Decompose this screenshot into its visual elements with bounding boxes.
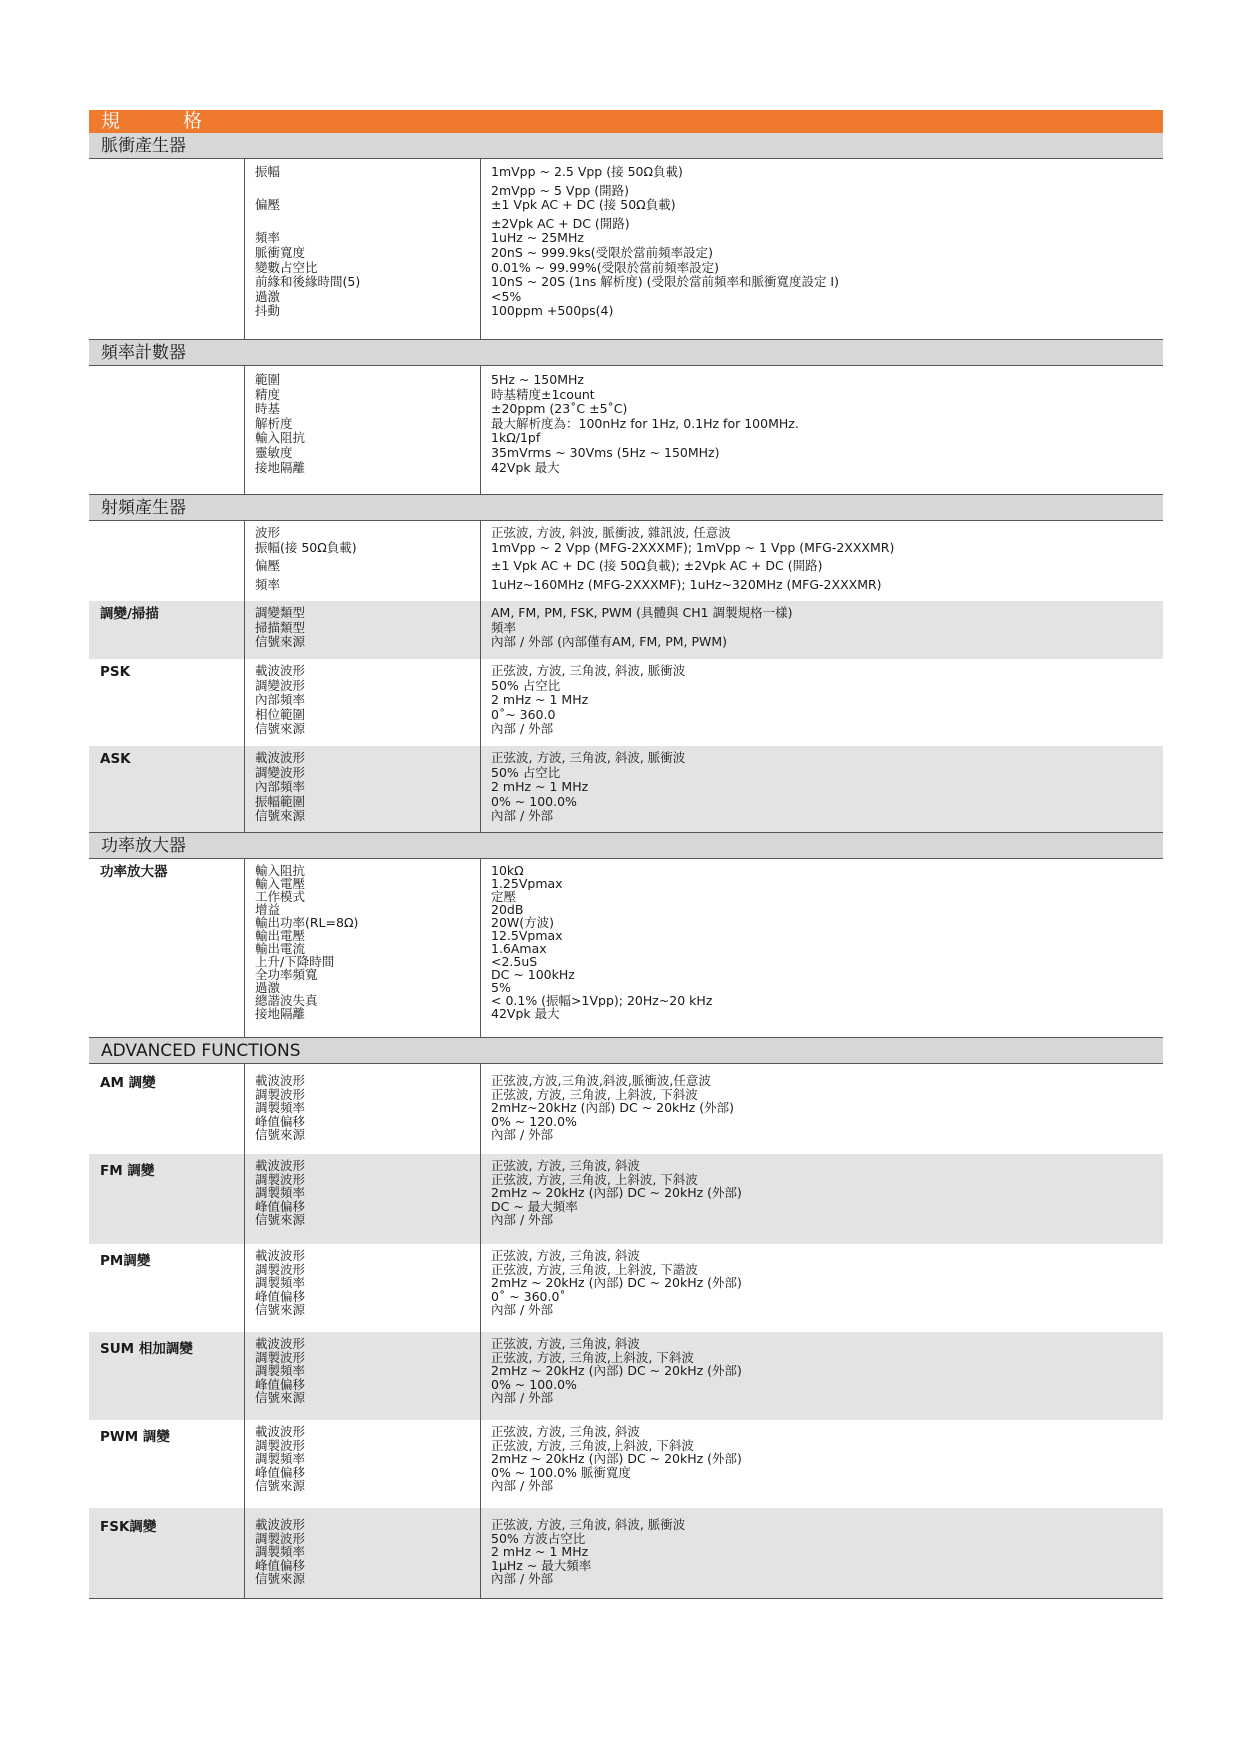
spec-group bbox=[89, 659, 1163, 746]
spec-label: 相位範圍 bbox=[255, 707, 306, 722]
spec-label: 偏壓 bbox=[255, 559, 281, 574]
spec-sheet bbox=[89, 110, 1163, 1599]
group-name: ASK bbox=[100, 751, 131, 767]
spec-value: 0% ~ 100.0% bbox=[491, 1377, 577, 1391]
spec-value: 正弦波, 方波, 三角波, 斜波 bbox=[491, 1337, 640, 1351]
spec-value: 正弦波, 方波, 三角波, 斜波, 脈衝波 bbox=[491, 751, 686, 765]
group-name: FM 調變 bbox=[100, 1163, 155, 1179]
spec-values bbox=[481, 1332, 1163, 1420]
spec-labels bbox=[244, 1332, 481, 1420]
group-name: 調變/掃描 bbox=[100, 606, 159, 622]
spec-label: 輸入阻抗 bbox=[255, 864, 306, 877]
spec-values bbox=[481, 159, 1163, 339]
spec-label: 調製頻率 bbox=[255, 1276, 306, 1290]
spec-group bbox=[89, 746, 1163, 832]
spec-value: 內部 / 外部 bbox=[491, 1479, 554, 1493]
spec-label: 輸出電流 bbox=[255, 942, 306, 955]
group-name bbox=[89, 366, 244, 494]
spec-value: 0% ~ 120.0% bbox=[491, 1114, 577, 1128]
spec-label: 調製頻率 bbox=[255, 1186, 306, 1200]
group-name: PSK bbox=[100, 664, 131, 680]
spec-value: 42Vpk 最大 bbox=[491, 460, 560, 475]
spec-label: 輸入阻抗 bbox=[255, 431, 306, 446]
spec-value: AM, FM, PM, FSK, PWM (具體與 CH1 調製規格一樣) bbox=[491, 606, 793, 620]
spec-labels bbox=[244, 1508, 481, 1598]
section-heading-amp: 功率放大器 bbox=[89, 833, 1163, 859]
spec-values bbox=[481, 659, 1163, 746]
spec-label: 峰值偏移 bbox=[255, 1289, 306, 1303]
spec-value: ±1 Vpk AC + DC (接 50Ω負載); ±2Vpk AC + DC (開路) bbox=[491, 559, 823, 574]
section-heading-rf: 射頻產生器 bbox=[89, 495, 1163, 521]
spec-value: 正弦波, 方波, 三角波, 上斜波, 下諧波 bbox=[491, 1262, 698, 1276]
spec-value: 1uHz~160MHz (MFG-2XXXMF); 1uHz~320MHz (MFG-2XXXMR) bbox=[491, 577, 882, 592]
spec-values bbox=[481, 1064, 1163, 1154]
spec-label: 輸出電壓 bbox=[255, 929, 306, 942]
spec-value: 正弦波, 方波, 三角波, 斜波, 脈衝波 bbox=[491, 1518, 686, 1532]
spec-value: 0˚ ~ 360.0˚ bbox=[491, 1289, 566, 1303]
spec-label: 上升/下降時間 bbox=[255, 955, 335, 968]
spec-value: 2 mHz ~ 1 MHz bbox=[491, 693, 589, 708]
spec-label: 振幅(接 50Ω負載) bbox=[255, 540, 357, 555]
spec-label: 振幅範圍 bbox=[255, 794, 306, 809]
spec-labels bbox=[244, 659, 481, 746]
spec-value: 100ppm +500ps(4) bbox=[491, 304, 614, 319]
spec-value: 0˚~ 360.0 bbox=[491, 707, 556, 722]
spec-value: 35mVrms ~ 30Vms (5Hz ~ 150MHz) bbox=[491, 445, 720, 460]
spec-value: 內部 / 外部 bbox=[491, 722, 554, 737]
spec-values bbox=[481, 1508, 1163, 1598]
spec-values bbox=[481, 366, 1163, 494]
spec-label: 調變類型 bbox=[255, 606, 306, 620]
spec-label: 時基 bbox=[255, 402, 281, 417]
spec-value: 正弦波, 方波, 三角波, 上斜波, 下斜波 bbox=[491, 1172, 698, 1186]
spec-label: 接地隔離 bbox=[255, 1007, 306, 1020]
spec-value: 5% bbox=[491, 981, 511, 994]
spec-value: DC ~ 100kHz bbox=[491, 968, 575, 981]
spec-label: 增益 bbox=[255, 903, 281, 916]
spec-label: 接地隔離 bbox=[255, 460, 306, 475]
section-heading-counter: 頻率計數器 bbox=[89, 340, 1163, 366]
spec-value: 正弦波, 方波, 三角波,上斜波, 下斜波 bbox=[491, 1438, 694, 1452]
spec-label: 頻率 bbox=[255, 231, 281, 246]
spec-label: 信號來源 bbox=[255, 1572, 306, 1586]
spec-value: 2mHz ~ 20kHz (內部) DC ~ 20kHz (外部) bbox=[491, 1276, 742, 1290]
spec-value: 12.5Vpmax bbox=[491, 929, 563, 942]
spec-value: 0% ~ 100.0% 脈衝寬度 bbox=[491, 1465, 631, 1479]
spec-label: 總諧波失真 bbox=[255, 994, 318, 1007]
spec-value: 50% 方波占空比 bbox=[491, 1531, 586, 1545]
spec-group bbox=[89, 859, 1163, 1037]
spec-label: 過激 bbox=[255, 981, 281, 994]
section-heading-pulse: 脈衝產生器 bbox=[89, 133, 1163, 159]
spec-value: 內部 / 外部 bbox=[491, 1213, 554, 1227]
spec-value: <2.5uS bbox=[491, 955, 538, 968]
spec-values bbox=[481, 601, 1163, 659]
spec-labels bbox=[244, 1420, 481, 1508]
spec-labels bbox=[244, 1244, 481, 1332]
spec-labels bbox=[244, 366, 481, 494]
spec-label: 載波波形 bbox=[255, 1337, 306, 1351]
spec-value: 內部 / 外部 bbox=[491, 1128, 554, 1142]
spec-labels bbox=[244, 601, 481, 659]
spec-value: ±2Vpk AC + DC (開路) bbox=[491, 216, 630, 231]
spec-value: 1μHz ~ 最大頻率 bbox=[491, 1558, 592, 1572]
spec-value: 2 mHz ~ 1 MHz bbox=[491, 780, 589, 795]
spec-label: 峰值偏移 bbox=[255, 1465, 306, 1479]
spec-label: 調製波形 bbox=[255, 1531, 306, 1545]
spec-value: ±20ppm (23˚C ±5˚C) bbox=[491, 402, 628, 417]
spec-group bbox=[89, 366, 1163, 494]
spec-value: 2mVpp ~ 5 Vpp (開路) bbox=[491, 183, 630, 198]
spec-value: 20W(方波) bbox=[491, 916, 555, 929]
spec-labels bbox=[244, 159, 481, 339]
spec-value: 2 mHz ~ 1 MHz bbox=[491, 1545, 589, 1559]
spec-label: 過激 bbox=[255, 289, 281, 304]
spec-group bbox=[89, 1154, 1163, 1244]
spec-label: 解析度 bbox=[255, 416, 293, 431]
spec-label: 調製波形 bbox=[255, 1350, 306, 1364]
spec-label: 調製頻率 bbox=[255, 1101, 306, 1115]
spec-value: 正弦波,方波,三角波,斜波,脈衝波,任意波 bbox=[491, 1074, 711, 1088]
spec-values bbox=[481, 521, 1163, 601]
spec-group bbox=[89, 1332, 1163, 1420]
spec-label: 脈衝寬度 bbox=[255, 245, 306, 260]
spec-labels bbox=[244, 859, 481, 1037]
spec-label: 波形 bbox=[255, 526, 281, 540]
spec-values bbox=[481, 859, 1163, 1037]
spec-group bbox=[89, 159, 1163, 339]
spec-value: < 0.1% (振幅>1Vpp); 20Hz~20 kHz bbox=[491, 994, 713, 1007]
spec-label bbox=[255, 217, 480, 232]
spec-value: 1.6Amax bbox=[491, 942, 547, 955]
spec-labels bbox=[244, 1064, 481, 1154]
group-name bbox=[89, 521, 244, 601]
spec-label: 載波波形 bbox=[255, 1518, 306, 1532]
spec-label: 載波波形 bbox=[255, 1074, 306, 1088]
spec-label: 範圍 bbox=[255, 373, 281, 387]
spec-label: 調製波形 bbox=[255, 1438, 306, 1452]
spec-label: 精度 bbox=[255, 387, 281, 402]
group-name bbox=[89, 159, 244, 339]
spec-value: 1mVpp ~ 2.5 Vpp (接 50Ω負載) bbox=[491, 165, 683, 179]
spec-group bbox=[89, 1420, 1163, 1508]
spec-label: 全功率頻寬 bbox=[255, 968, 318, 981]
spec-label: 調製頻率 bbox=[255, 1364, 306, 1378]
spec-label: 內部頻率 bbox=[255, 693, 306, 708]
spec-value: 20nS ~ 999.9ks(受限於當前頻率設定) bbox=[491, 245, 713, 260]
spec-label: 調製波形 bbox=[255, 1172, 306, 1186]
spec-label: 偏壓 bbox=[255, 198, 281, 213]
spec-label: 調變波形 bbox=[255, 765, 306, 780]
spec-group bbox=[89, 1064, 1163, 1154]
spec-label: 前緣和後緣時間(5) bbox=[255, 275, 361, 290]
spec-label bbox=[255, 184, 480, 199]
spec-labels bbox=[244, 746, 481, 832]
spec-label: 載波波形 bbox=[255, 664, 306, 678]
spec-value: 2mHz ~ 20kHz (內部) DC ~ 20kHz (外部) bbox=[491, 1452, 742, 1466]
spec-value: 最大解析度為：100nHz for 1Hz, 0.1Hz for 100MHz. bbox=[491, 416, 799, 431]
spec-label: 信號來源 bbox=[255, 1128, 306, 1142]
spec-value: 1uHz ~ 25MHz bbox=[491, 231, 584, 246]
spec-value: 20dB bbox=[491, 903, 524, 916]
spec-group bbox=[89, 521, 1163, 601]
spec-label: 輸出功率(RL=8Ω) bbox=[255, 916, 359, 929]
spec-label: 變數占空比 bbox=[255, 260, 318, 275]
spec-values bbox=[481, 1244, 1163, 1332]
spec-values bbox=[481, 746, 1163, 832]
spec-label: 峰值偏移 bbox=[255, 1199, 306, 1213]
spec-label: 調製波形 bbox=[255, 1262, 306, 1276]
spec-value: ±1 Vpk AC + DC (接 50Ω負載) bbox=[491, 198, 676, 213]
spec-value: 內部 / 外部 bbox=[491, 1572, 554, 1586]
spec-value: 內部 / 外部 (內部僅有AM, FM, PM, PWM) bbox=[491, 635, 728, 650]
spec-labels bbox=[244, 521, 481, 601]
spec-label: 工作模式 bbox=[255, 890, 306, 903]
spec-value: 10kΩ bbox=[491, 864, 524, 877]
section-rf bbox=[89, 521, 1163, 833]
group-name: SUM 相加調變 bbox=[100, 1341, 193, 1357]
spec-label: 載波波形 bbox=[255, 751, 306, 765]
spec-value: 正弦波, 方波, 三角波,上斜波, 下斜波 bbox=[491, 1350, 694, 1364]
spec-label: 振幅 bbox=[255, 165, 281, 179]
spec-value: 2mHz~20kHz (內部) DC ~ 20kHz (外部) bbox=[491, 1101, 734, 1115]
spec-label: 信號來源 bbox=[255, 1213, 306, 1227]
spec-value: 內部 / 外部 bbox=[491, 809, 554, 824]
spec-label: 調製波形 bbox=[255, 1087, 306, 1101]
group-name: AM 調變 bbox=[100, 1075, 156, 1091]
spec-group bbox=[89, 601, 1163, 659]
spec-value: 頻率 bbox=[491, 620, 517, 635]
spec-label: 信號來源 bbox=[255, 1303, 306, 1317]
spec-values bbox=[481, 1154, 1163, 1244]
spec-label: 內部頻率 bbox=[255, 780, 306, 795]
spec-label: 抖動 bbox=[255, 304, 281, 319]
spec-value: 正弦波, 方波, 三角波, 斜波 bbox=[491, 1249, 640, 1263]
spec-group bbox=[89, 1244, 1163, 1332]
spec-value: 2mHz ~ 20kHz (內部) DC ~ 20kHz (外部) bbox=[491, 1364, 742, 1378]
spec-value: 42Vpk 最大 bbox=[491, 1007, 560, 1020]
spec-value: 時基精度±1count bbox=[491, 387, 595, 402]
spec-values bbox=[481, 1420, 1163, 1508]
spec-value: 50% 占空比 bbox=[491, 678, 561, 693]
spec-value: 正弦波, 方波, 三角波, 斜波 bbox=[491, 1425, 640, 1439]
spec-value: 5Hz ~ 150MHz bbox=[491, 373, 584, 387]
section-advanced bbox=[89, 1064, 1163, 1599]
spec-value: DC ~ 最大頻率 bbox=[491, 1199, 578, 1213]
spec-value: 50% 占空比 bbox=[491, 765, 561, 780]
spec-value: 正弦波, 方波, 三角波, 上斜波, 下斜波 bbox=[491, 1087, 698, 1101]
spec-label: 信號來源 bbox=[255, 809, 306, 824]
spec-value: 10nS ~ 20S (1ns 解析度) (受限於當前頻率和脈衝寬度設定 I) bbox=[491, 275, 839, 290]
group-name: FSK調變 bbox=[100, 1519, 157, 1535]
spec-value: 1.25Vpmax bbox=[491, 877, 563, 890]
spec-label: 峰值偏移 bbox=[255, 1377, 306, 1391]
spec-value: 正弦波, 方波, 三角波, 斜波, 脈衝波 bbox=[491, 664, 686, 678]
group-name: PM調變 bbox=[100, 1253, 151, 1269]
page-title: 規 格 bbox=[89, 110, 1163, 133]
spec-value: 內部 / 外部 bbox=[491, 1303, 554, 1317]
spec-value: 內部 / 外部 bbox=[491, 1391, 554, 1405]
spec-label: 載波波形 bbox=[255, 1249, 306, 1263]
spec-label: 調製頻率 bbox=[255, 1545, 306, 1559]
spec-label: 信號來源 bbox=[255, 635, 306, 650]
spec-labels bbox=[244, 1154, 481, 1244]
section-pulse bbox=[89, 159, 1163, 340]
spec-value: 正弦波, 方波, 斜波, 脈衝波, 雜訊波, 任意波 bbox=[491, 526, 731, 540]
spec-label: 信號來源 bbox=[255, 1391, 306, 1405]
spec-value: 0.01% ~ 99.99%(受限於當前頻率設定) bbox=[491, 260, 720, 275]
section-heading-advanced: ADVANCED FUNCTIONS bbox=[89, 1038, 1163, 1064]
spec-label: 載波波形 bbox=[255, 1159, 306, 1173]
spec-label: 掃描類型 bbox=[255, 620, 306, 635]
spec-label: 靈敏度 bbox=[255, 445, 293, 460]
spec-value: 1kΩ/1pf bbox=[491, 431, 541, 446]
spec-value: 定壓 bbox=[491, 890, 517, 903]
spec-value: 1mVpp ~ 2 Vpp (MFG-2XXXMF); 1mVpp ~ 1 Vpp (MFG-2XXXMR) bbox=[491, 540, 895, 555]
spec-value: 正弦波, 方波, 三角波, 斜波 bbox=[491, 1159, 640, 1173]
group-name: PWM 調變 bbox=[100, 1429, 170, 1445]
spec-label: 調變波形 bbox=[255, 678, 306, 693]
spec-value: 0% ~ 100.0% bbox=[491, 794, 577, 809]
section-amp bbox=[89, 859, 1163, 1038]
spec-label: 峰值偏移 bbox=[255, 1114, 306, 1128]
group-name: 功率放大器 bbox=[100, 864, 168, 880]
spec-label: 信號來源 bbox=[255, 1479, 306, 1493]
spec-label: 信號來源 bbox=[255, 722, 306, 737]
spec-label: 載波波形 bbox=[255, 1425, 306, 1439]
spec-label: 調製頻率 bbox=[255, 1452, 306, 1466]
spec-label: 輸入電壓 bbox=[255, 877, 306, 890]
spec-value: <5% bbox=[491, 289, 522, 304]
spec-label: 峰值偏移 bbox=[255, 1558, 306, 1572]
spec-value: 2mHz ~ 20kHz (內部) DC ~ 20kHz (外部) bbox=[491, 1186, 742, 1200]
spec-group bbox=[89, 1508, 1163, 1598]
spec-label: 頻率 bbox=[255, 577, 281, 592]
section-counter bbox=[89, 366, 1163, 495]
